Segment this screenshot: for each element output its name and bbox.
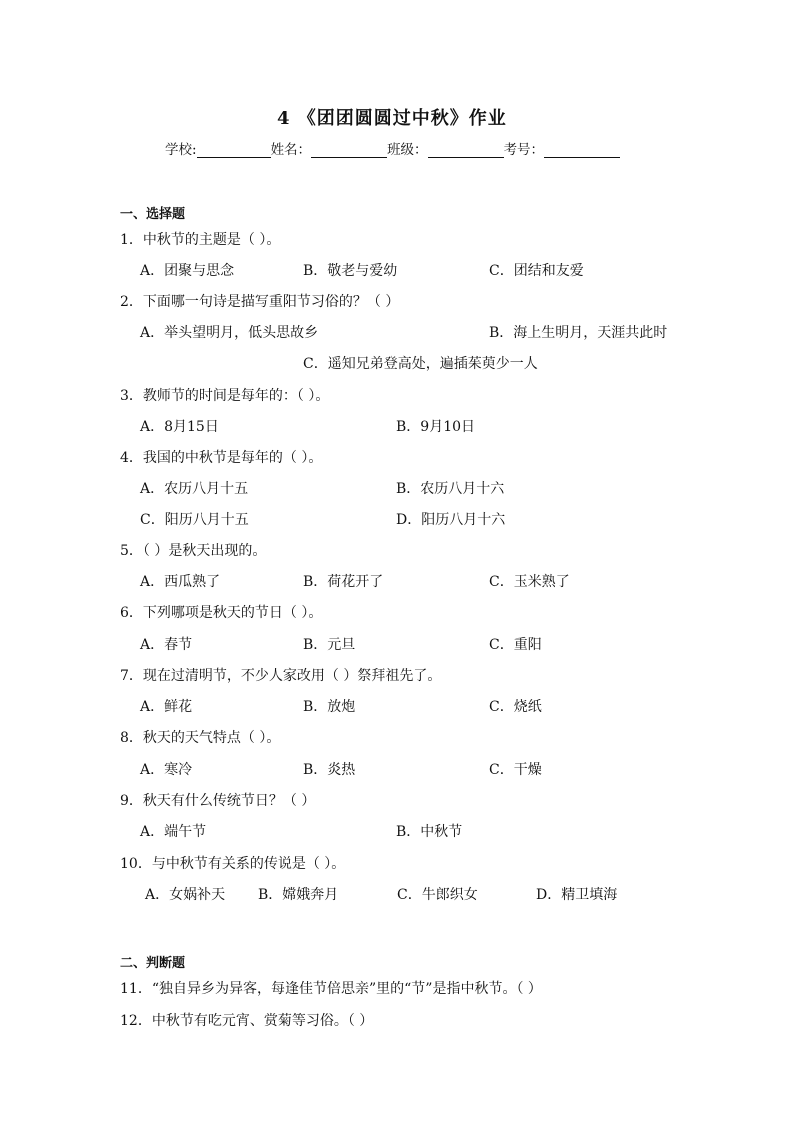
- question-stem: 12．中秋节有吃元宵、赏菊等习俗。（ ）: [120, 1013, 374, 1029]
- question-stem: 7．现在过清明节，不少人家改用（ ）祭拜祖先了。: [120, 668, 442, 684]
- name-label: 姓名：: [270, 142, 312, 158]
- option-b[interactable]: B．9月10日: [396, 419, 476, 435]
- option-a[interactable]: A．端午节: [140, 824, 207, 840]
- option-b[interactable]: B．敬老与爱幼: [303, 263, 398, 279]
- option-b[interactable]: B．元旦: [303, 637, 356, 653]
- option-b[interactable]: B．炎热: [303, 762, 356, 778]
- question-stem: 1．中秋节的主题是（ ）。: [120, 232, 281, 248]
- question-stem: 8．秋天的天气特点（ ）。: [120, 730, 281, 746]
- class-blank[interactable]: [428, 142, 504, 158]
- option-c[interactable]: C．牛郎织女: [397, 887, 478, 903]
- option-b[interactable]: B．农历八月十六: [396, 481, 505, 497]
- option-c[interactable]: C．重阳: [489, 637, 542, 653]
- option-b[interactable]: B．放炮: [303, 699, 356, 715]
- page-title: 4 《团团圆圆过中秋》作业: [277, 108, 507, 129]
- school-blank[interactable]: [197, 142, 271, 158]
- option-a[interactable]: A．寒冷: [140, 762, 193, 778]
- option-a[interactable]: A．团聚与思念: [140, 263, 235, 279]
- option-c[interactable]: C．团结和友爱: [489, 263, 584, 279]
- question-stem: 3．教师节的时间是每年的：（ ）。: [120, 388, 330, 404]
- option-a[interactable]: A．举头望明月，低头思故乡: [140, 325, 319, 341]
- option-a[interactable]: A．农历八月十五: [140, 481, 249, 497]
- section-heading-choice: 一、选择题: [120, 207, 186, 222]
- section-heading-judgment: 二、判断题: [120, 956, 186, 971]
- student-info-line: [165, 138, 620, 158]
- option-c[interactable]: C．烧纸: [489, 699, 542, 715]
- option-b[interactable]: B．嫦娥奔月: [258, 887, 339, 903]
- school-label: 学校:: [165, 142, 197, 158]
- exam-no-blank[interactable]: [544, 142, 620, 158]
- option-a[interactable]: A．8月15日: [140, 419, 219, 435]
- question-stem: 11．“独自异乡为异客，每逢佳节倍思亲”里的“节”是指中秋节。（ ）: [120, 981, 542, 997]
- option-b[interactable]: B．荷花开了: [303, 574, 384, 590]
- option-a[interactable]: A．春节: [140, 637, 193, 653]
- question-stem: 2．下面哪一句诗是描写重阳节习俗的？（ ）: [120, 294, 400, 310]
- option-b[interactable]: B．中秋节: [396, 824, 463, 840]
- option-c[interactable]: C．阳历八月十五: [140, 512, 249, 528]
- class-label: 班级：: [387, 142, 428, 158]
- question-stem: 4．我国的中秋节是每年的（ ）。: [120, 450, 323, 466]
- question-stem: 5．（ ）是秋天出现的。: [120, 543, 267, 559]
- option-b[interactable]: B．海上生明月，天涯共此时: [489, 325, 668, 341]
- option-c[interactable]: C．干燥: [489, 762, 542, 778]
- option-d[interactable]: D．精卫填海: [536, 887, 618, 903]
- question-stem: 6．下列哪项是秋天的节日（ ）。: [120, 605, 323, 621]
- exam-no-label: 考号：: [503, 142, 545, 158]
- question-stem: 10．与中秋节有关系的传说是（ ）。: [120, 856, 346, 872]
- option-c[interactable]: C．遥知兄弟登高处，遍插茱萸少一人: [303, 356, 538, 372]
- option-a[interactable]: A．西瓜熟了: [140, 574, 221, 590]
- option-d[interactable]: D．阳历八月十六: [396, 512, 506, 528]
- option-c[interactable]: C．玉米熟了: [489, 574, 570, 590]
- question-stem: 9．秋天有什么传统节日？（ ）: [120, 793, 316, 809]
- option-a[interactable]: A．鲜花: [140, 699, 193, 715]
- option-a[interactable]: A．女娲补天: [145, 887, 226, 903]
- name-blank[interactable]: [311, 142, 387, 158]
